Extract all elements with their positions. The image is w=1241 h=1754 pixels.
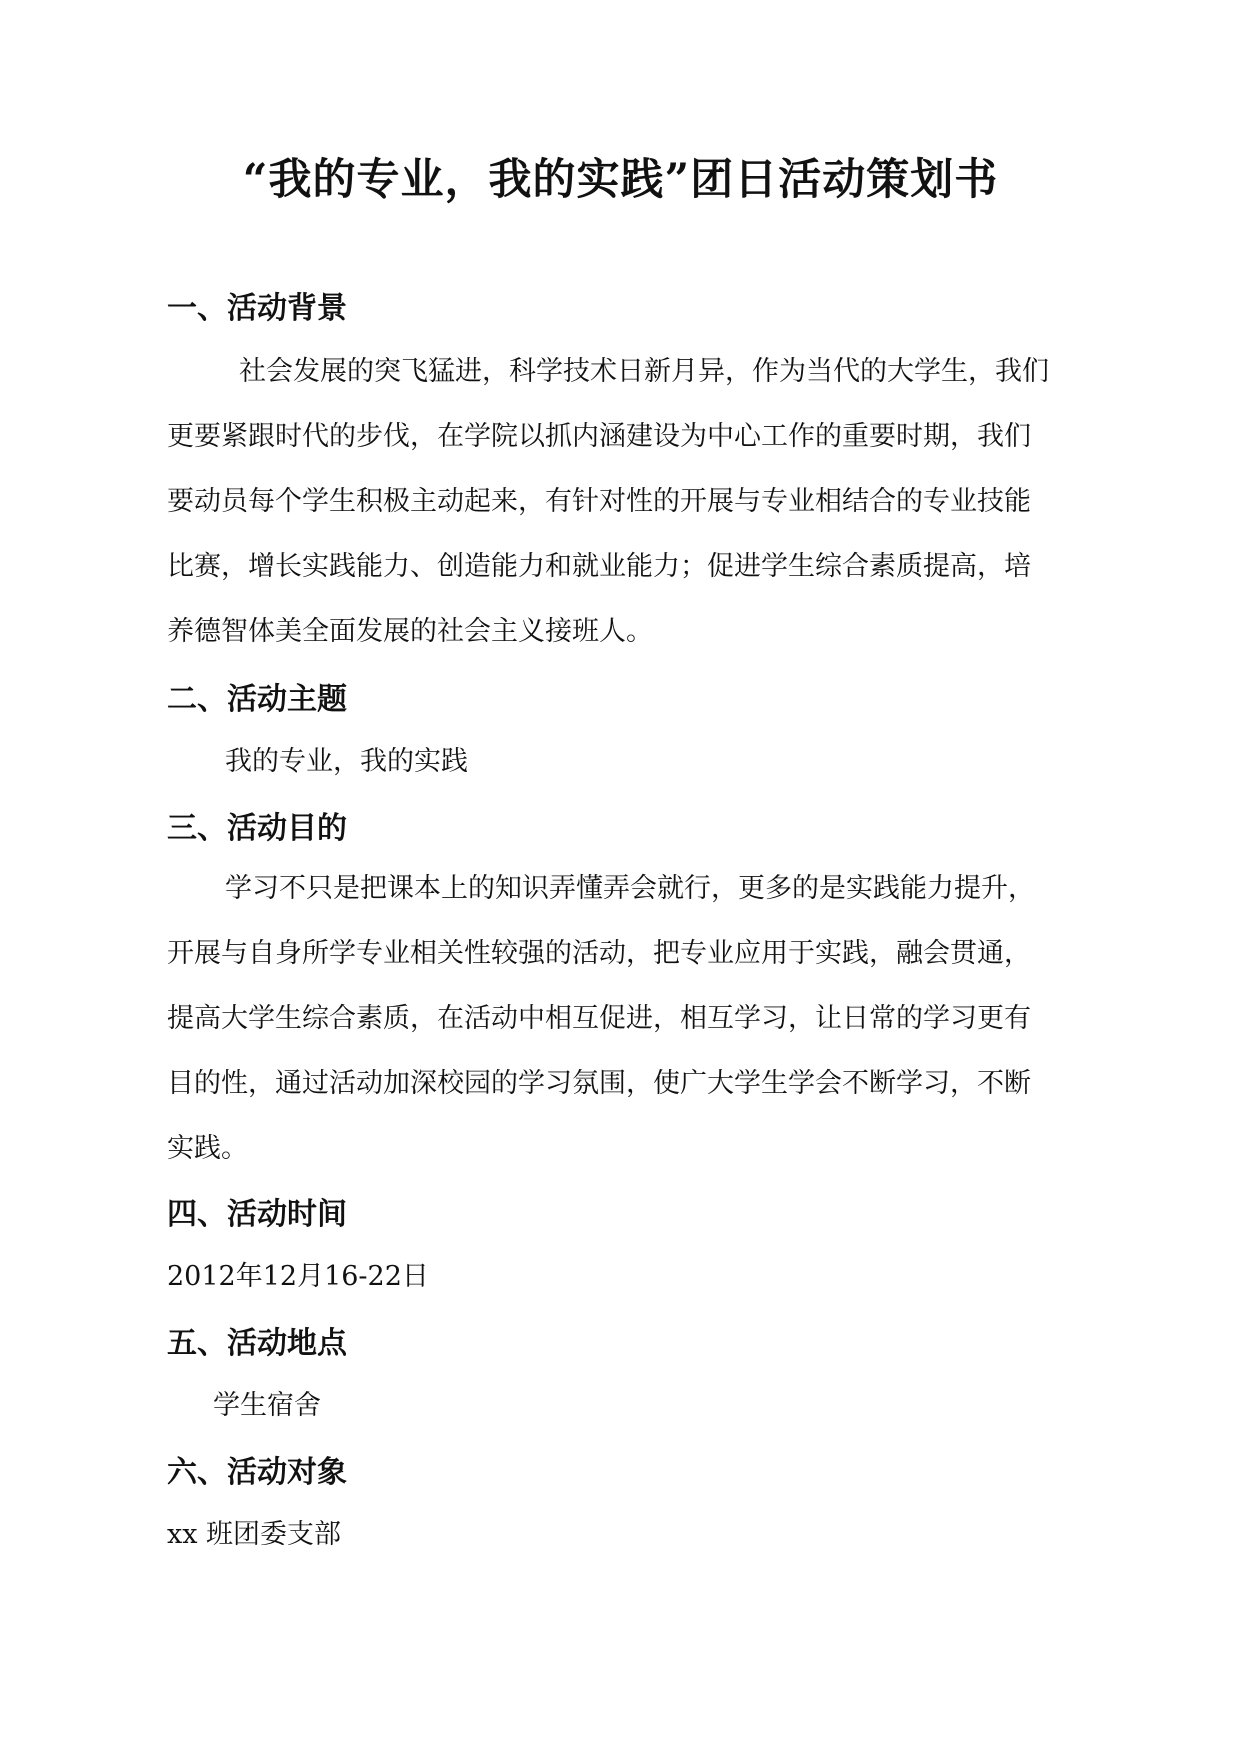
time-text: 2012年12月16-22日	[167, 1261, 429, 1292]
paragraph-line: 学习不只是把课本上的知识弄懂弄会就行，更多的是实践能力提升，	[225, 873, 1035, 904]
paragraph-line: 要动员每个学生积极主动起来，有针对性的开展与专业相结合的专业技能	[167, 486, 1031, 517]
theme-text: 我的专业，我的实践	[225, 746, 468, 777]
section-heading-participants: 六、活动对象	[167, 1455, 347, 1490]
paragraph-line: 开展与自身所学专业相关性较强的活动，把专业应用于实践，融会贯通，	[167, 938, 1031, 969]
section-heading-location: 五、活动地点	[167, 1326, 347, 1361]
section-heading-purpose: 三、活动目的	[167, 811, 347, 846]
paragraph-line: 更要紧跟时代的步伐，在学院以抓内涵建设为中心工作的重要时期，我们	[167, 421, 1031, 452]
paragraph-line: 比赛，增长实践能力、创造能力和就业能力；促进学生综合素质提高，培	[167, 551, 1031, 582]
section-body-background	[167, 339, 1112, 664]
paragraph-line: 社会发展的突飞猛进，科学技术日新月异，作为当代的大学生，我们	[239, 356, 1049, 387]
participants-text: xx 班团委支部	[167, 1519, 342, 1550]
paragraph-line: 目的性，通过活动加深校园的学习氛围，使广大学生学会不断学习，不断	[167, 1068, 1031, 1099]
section-heading-theme: 二、活动主题	[167, 682, 347, 717]
paragraph-line: 提高大学生综合素质，在活动中相互促进，相互学习，让日常的学习更有	[167, 1003, 1031, 1034]
paragraph-line: 养德智体美全面发展的社会主义接班人。	[167, 616, 653, 647]
section-heading-background: 一、活动背景	[167, 291, 347, 326]
paragraph-line: 实践。	[167, 1133, 248, 1164]
document-title: “我的专业，我的实践”团日活动策划书	[242, 155, 999, 205]
section-heading-time: 四、活动时间	[167, 1197, 347, 1232]
location-text: 学生宿舍	[213, 1390, 321, 1421]
section-body-purpose	[167, 856, 1112, 1181]
